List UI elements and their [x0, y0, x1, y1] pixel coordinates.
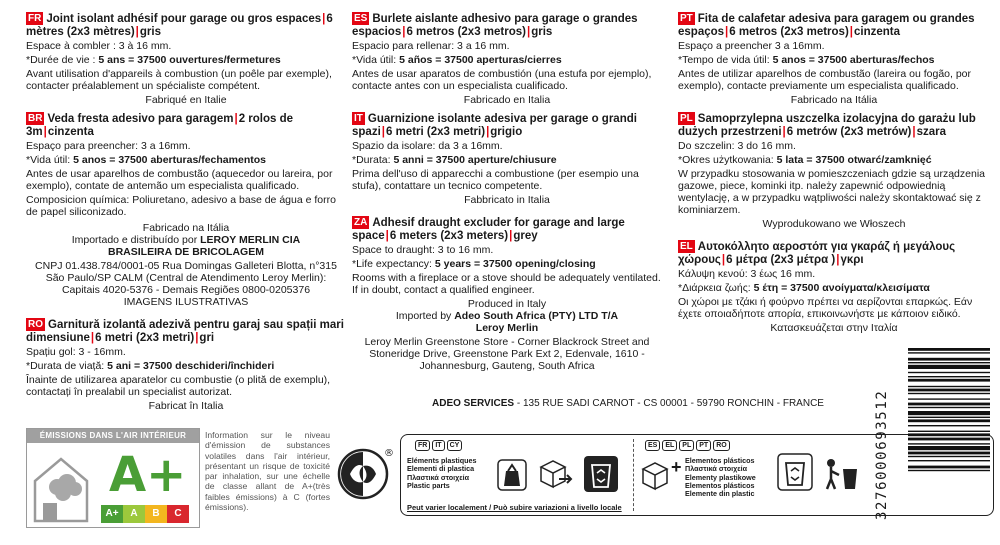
svg-text:®: ®	[384, 448, 394, 459]
block-title: ES Burlete aislante adhesivo para garage o grandes espacios|6 metros (2x3 metros)|gris	[352, 13, 638, 38]
block-title: ZA Adhesif draught excluder for garage and large space|6 meters (2x3 meters)|grey	[352, 217, 625, 242]
divider	[633, 439, 634, 511]
barcode-bar	[908, 446, 990, 450]
barcode-bar	[908, 425, 990, 426]
barcode-number: 3276000693512	[874, 389, 890, 520]
barcode-bar	[908, 358, 990, 361]
barcode-bar	[908, 372, 990, 373]
emission-rating: A+	[109, 447, 187, 503]
emissions-label	[26, 428, 200, 528]
trash-bag-icon	[497, 459, 527, 491]
house-cloud-icon	[31, 451, 91, 523]
barcode-bar	[908, 433, 990, 436]
right-country-tags: ES EL PL PT RO	[645, 440, 730, 451]
barcode-bar	[908, 379, 990, 382]
recycle-bin-icon	[777, 453, 813, 491]
barcode-bar	[908, 393, 990, 394]
barcode	[884, 346, 992, 524]
block-br: BR Veda fresta adesivo para garagem|2 rolos de 3m|cinzenta Espaço para preencher: 3 a 16mm. *Vida útil: 5 anos = 37500 aberturas/fechamentos Antes de usar aparelhos de combustão (aquecedor ou lareira, por exemplo), contate de antemão um especialista qualificado. Composicion química: Poliuretano, adesivo a base de água e forro de papel siliconizado. Fabricado na Itália Importado e distribuído por LEROY MERLIN CIA BRASILEIRA DE BRICOLAGEM CNPJ 01.438.784/0001-05 Rua Domingas Galleteri Blotta, n°315 São Paulo/SP CALM (Central de Atendimento Leroy Merlin): Capitais 4020-5376 - Demais Regiões 0800-0205376 IMAGENS ILUSTRATIVAS	[26, 112, 346, 308]
barcode-bar	[908, 348, 990, 351]
block-title: IT Guarnizione isolante adesiva per garage o grandi spazi|6 metri (2x3 metri)|grigio	[352, 113, 637, 138]
barcode-bar	[908, 460, 990, 461]
block-za: ZA Adhesif draught excluder for garage and large space|6 meters (2x3 meters)|grey Space to draught: 3 to 16 mm. *Life expectancy: 5 years = 37500 opening/closing Rooms with a fireplace or a stove should be adequately ventilated. If in doubt, contact a qualified engineer. Produced in Italy Imported by Adeo South Africa (PTY) LTD T/A Leroy Merlin Leroy Merlin Greenstone Store - Corner Blackrock Street and Stoneridge Drive, Greenstone Park Ext 2, Edenvale, 1610 - Johannesburg, Gauteng, South Africa	[352, 217, 661, 372]
left-country-tags: FR IT CY	[415, 440, 462, 451]
barcode-bar	[908, 389, 990, 392]
recycle-person-icon	[821, 457, 861, 491]
barcode-bar	[908, 362, 990, 363]
barcode-bar	[908, 365, 990, 369]
block-ro: RO Garnitură izolantă adezivă pentru garaj sau spații mari dimensiune|6 metri (2x3 metri)|gri Spațiu gol: 3 - 16mm. *Durata de viață: 5 ani = 37500 deschideri/închideri Înainte de utilizarea aparatelor cu combustie (o plită de exemplu), contactați în prealabil un specialist autorizat. Fabricat în Italia	[26, 318, 346, 412]
right-materials: Elementos plásticos Πλαστικά στοιχεία Elementy plastikowe Elementos plásticos Elemente din plastic	[685, 456, 756, 499]
block-el: EL Αυτοκόλλητο αεροστόπ για γκαράζ ή μεγάλους χώρους|6 μέτρα (2x3 μέτρα )|γκρι Κάλυψη κενού: 3 έως 16 mm. *Διάρκεια ζωής: 5 έτη = 37500 ανοίγματα/κλεισίματα Οι χώροι με τζάκι ή φούρνο πρέπει να αερίζονται επαρκώς. Εάν έχετε οποιαδήποτε απορία, επικοινωνήστε με κάποιον ειδικό. Κατασκευάζεται στην Ιταλία	[678, 240, 990, 334]
barcode-bar	[908, 419, 990, 422]
barcode-bar	[908, 452, 990, 455]
barcode-bar	[908, 376, 990, 377]
left-materials: Eléments plastiques Elementi di plastica Πλαστικά στοιχεία Plastic parts	[407, 456, 477, 490]
barcode-bar	[908, 466, 990, 469]
emissions-info: Information sur le niveau d'émission de substances volatiles dans l'air intérieur, présentant un risque de toxicité par inhalation, sur une échelle de classe allant de A+(très faibles émissions) à C (fortes émissions).	[205, 430, 330, 513]
block-title: PT Fita de calafetar adesiva para garagem ou grandes espaços|6 metros (2x3 metros)|cinzenta	[678, 13, 975, 38]
scale-b: B	[145, 505, 167, 523]
barcode-bar	[908, 403, 990, 406]
plus-icon: +	[671, 457, 682, 477]
barcode-bar	[908, 443, 990, 444]
barcode-bar	[908, 386, 990, 387]
barcode-bar	[908, 456, 990, 457]
green-dot-icon	[336, 444, 392, 504]
block-title: EL Αυτοκόλλητο αεροστόπ για γκαράζ ή μεγάλους χώρους|6 μέτρα (2x3 μέτρα )|γκρι	[678, 241, 956, 266]
left-note: Peut varier localement / Può subire variazioni a livello locale	[407, 503, 622, 512]
barcode-bar	[908, 438, 990, 441]
block-title: RO Garnitură izolantă adezivă pentru garaj sau spații mari dimensiune|6 metri (2x3 metri)|gri	[26, 319, 344, 344]
block-pl: PL Samoprzylepna uszczelka izolacyjna do garażu lub dużych przestrzeni|6 metrów (2x3 metrów)|szara Do szczelin: 3 do 16 mm. *Okres użytkowania: 5 lata = 37500 otwarć/zamknięć W przypadku stosowania w pomieszczeniach gdzie są urządzenia gazowe, piece, kominki itp. należy zapewnić odpowiednią wentylację, a w przypadku wątpliwości należy skontaktować się z kominiarzem. Wyprodukowano we Włoszech	[678, 112, 990, 230]
block-es: ES Burlete aislante adhesivo para garage o grandes espacios|6 metros (2x3 metros)|gris Espacio para rellenar: 3 a 16 mm. *Vida útil: 5 años = 37500 aperturas/cierres Antes de usar aparatos de combustión (una estufa por ejemplo), contacte antes con un especialista cualificado. Fabricado en Italia	[352, 12, 662, 106]
barcode-bar	[908, 407, 990, 408]
emission-scale	[101, 505, 189, 523]
block-title: BR Veda fresta adesivo para garagem|2 rolos de 3m|cinzenta	[26, 113, 294, 138]
barcode-bar	[908, 352, 990, 353]
box-arrow-icon	[639, 457, 675, 493]
recycle-bin-icon	[583, 455, 619, 493]
adeo-address: ADEO SERVICES - 135 RUE SADI CARNOT - CS 00001 - 59790 RONCHIN - FRANCE	[432, 398, 824, 409]
block-it: IT Guarnizione isolante adesiva per garage o grandi spazi|6 metri (2x3 metri)|grigio Spazio da isolare: da 3 a 16mm. *Durata: 5 anni = 37500 aperture/chiusure Prima dell'uso di apparecchi a combustione (per esempio una stufa), contattare un tecnico competente. Fabbricato in Italia	[352, 112, 662, 206]
barcode-bar	[908, 417, 990, 418]
block-title: PL Samoprzylepna uszczelka izolacyjna do garażu lub dużych przestrzeni|6 metrów (2x3 metrów)|szara	[678, 113, 976, 138]
emissions-header: ÉMISSIONS DANS L'AIR INTÉRIEUR	[27, 429, 199, 443]
block-fr: FR Joint isolant adhésif pour garage ou gros espaces|6 mètres (2x3 mètres)|gris Espace à combler : 3 à 16 mm. *Durée de vie : 5 ans = 37500 ouvertures/fermetures Avant utilisation d'appareils à combustion (un poêle par exemple), contacter préalablement un spécialiste compétent. Fabriqué en Italie	[26, 12, 346, 106]
barcode-bar	[908, 470, 990, 471]
barcode-bar	[908, 431, 990, 432]
block-pt: PT Fita de calafetar adesiva para garagem ou grandes espaços|6 metros (2x3 metros)|cinzenta Espaço a preencher 3 a 16mm. *Tempo de vida útil: 5 anos = 37500 aberturas/fechos Antes de utilizar aparelhos de combustão (lareira ou fogão, por exemplo), contacte previamente um especialista qualificado. Fabricado na Itália	[678, 12, 990, 106]
scale-c: C	[167, 505, 189, 523]
scale-a-plus: A+	[101, 505, 123, 523]
block-title: FR Joint isolant adhésif pour garage ou gros espaces|6 mètres (2x3 mètres)|gris	[26, 13, 333, 38]
scale-a: A	[123, 505, 145, 523]
box-arrow-icon	[537, 455, 573, 491]
barcode-bar	[908, 411, 990, 415]
barcode-bar	[908, 398, 990, 399]
